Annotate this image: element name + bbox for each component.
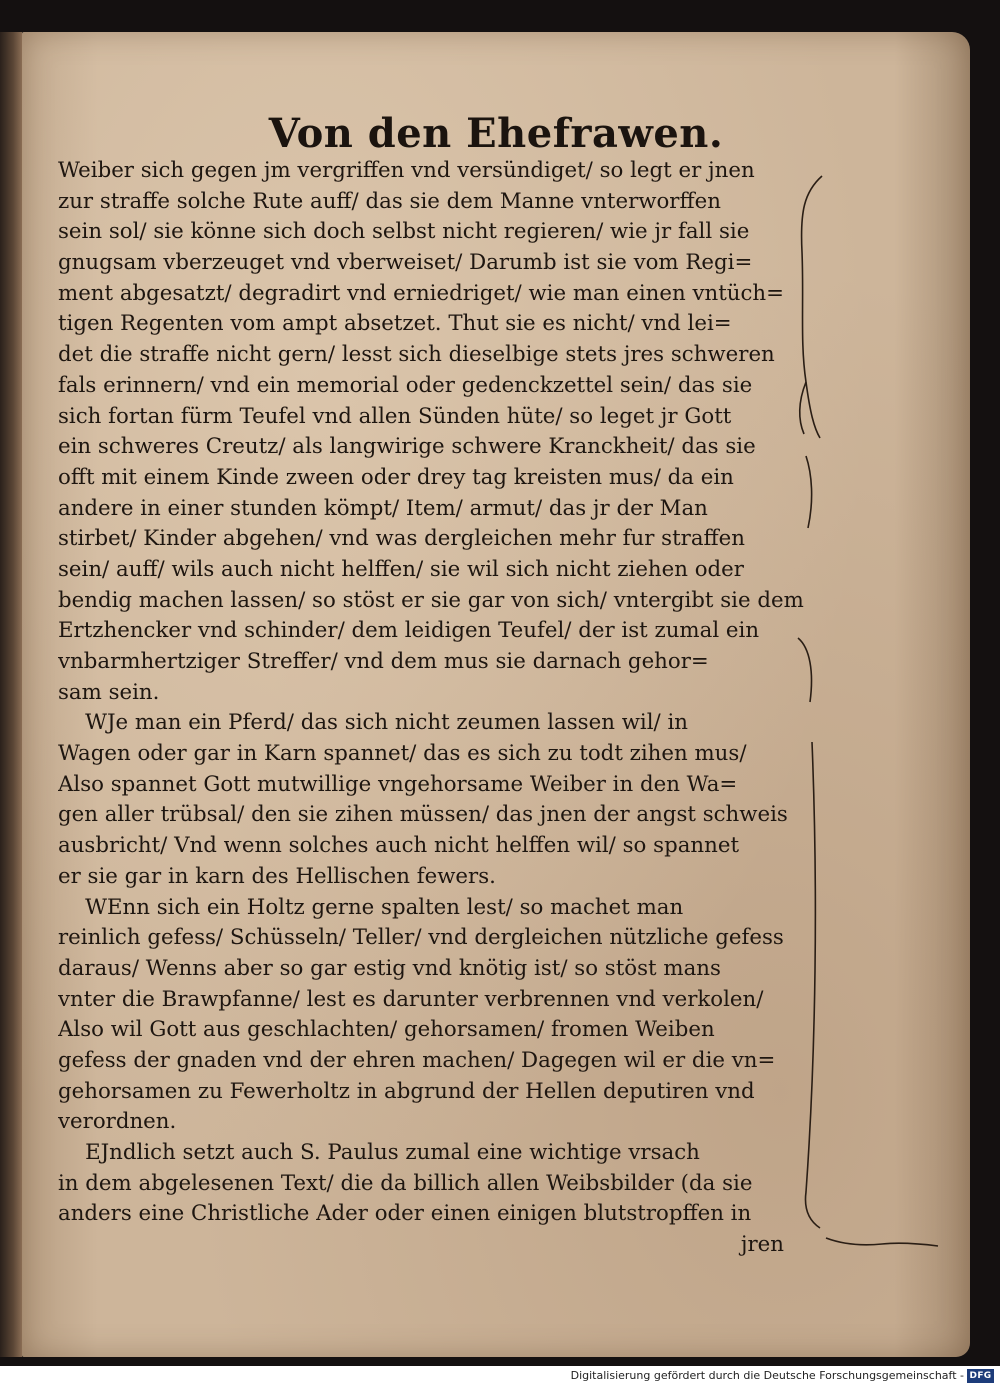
- text-line: reinlich gefess/ Schüsseln/ Teller/ vnd dergleichen nützliche gefess: [58, 925, 784, 951]
- marginal-bracket-middle: [798, 452, 828, 532]
- text-line: sich fortan fürm Teufel vnd allen Sünden hüte/ so leget jr Gott: [58, 403, 732, 429]
- page-body-text: [58, 156, 828, 1261]
- text-line: gen aller trübsal/ den sie zihen müssen/ das jnen der angst schweis: [58, 802, 788, 828]
- text-line: bendig machen lassen/ so stöst er sie gar von sich/ vntergibt sie dem: [58, 587, 804, 613]
- marginal-bracket-lower: [792, 632, 832, 1232]
- text-line: daraus/ Wenns aber so gar estig vnd knötig ist/ so stöst mans: [58, 955, 721, 981]
- text-line: ausbricht/ Vnd wenn solches auch nicht helffen wil/ so spannet: [58, 833, 740, 859]
- text-line: gehorsamen zu Fewerholtz in abgrund der Hellen deputiren vnd: [58, 1078, 755, 1104]
- text-line: in dem abgelesenen Text/ die da billich allen Weibsbilder (da sie: [58, 1170, 753, 1196]
- book-binding-edge: [0, 32, 22, 1357]
- text-line: stirbet/ Kinder abgehen/ vnd was dergleichen mehr fur straffen: [58, 526, 746, 552]
- text-line: andere in einer stunden kömpt/ Item/ armut/ das jr der Man: [58, 495, 708, 521]
- text-line: sam sein.: [58, 679, 160, 705]
- page-header: Von den Ehefrawen.: [268, 110, 724, 157]
- text-line: verordnen.: [58, 1109, 177, 1135]
- text-line: sein sol/ sie könne sich doch selbst nicht regieren/ wie jr fall sie: [58, 219, 750, 245]
- dfg-logo: DFG: [967, 1369, 994, 1383]
- funding-credit: Digitalisierung gefördert durch die Deutsche Forschungsgemeinschaft -: [570, 1369, 964, 1382]
- text-line: ment abgesatzt/ degradirt vnd erniedriget/ wie man einen vntüch=: [58, 280, 784, 306]
- text-line: vnter die Brawpfanne/ lest es darunter verbrennen vnd verkolen/: [58, 986, 764, 1012]
- text-line: er sie gar in karn des Hellischen fewers.: [58, 863, 496, 889]
- marginal-dash-bottom: [822, 1222, 942, 1262]
- text-line: EJndlich setzt auch S. Paulus zumal eine wichtige vrsach: [58, 1140, 700, 1165]
- text-line: Also wil Gott aus geschlachten/ gehorsamen/ fromen Weiben: [58, 1017, 715, 1043]
- text-line: tigen Regenten vom ampt absetzet. Thut sie es nicht/ vnd lei=: [58, 311, 732, 337]
- text-line: Also spannet Gott mutwillige vngehorsame Weiber in den Wa=: [58, 771, 738, 797]
- book-page: [22, 32, 970, 1357]
- text-line: vnbarmhertziger Streffer/ vnd dem mus sie darnach gehor=: [58, 649, 709, 674]
- footer-bar: [0, 1366, 1000, 1387]
- text-line: ein schweres Creutz/ als langwirige schwere Kranckheit/ das sie: [58, 434, 756, 460]
- text-line: zur straffe solche Rute auff/ das sie dem Manne vnterworffen: [58, 188, 721, 214]
- text-line: fals erinnern/ vnd ein memorial oder gedenckzettel sein/ das sie: [58, 372, 753, 398]
- text-line: anders eine Christliche Ader oder einen einigen blutstropffen in: [58, 1201, 752, 1227]
- text-line: sein/ auff/ wils auch nicht helffen/ sie wil sich nicht ziehen oder: [58, 556, 744, 582]
- text-line: Wagen oder gar in Karn spannet/ das es sich zu todt zihen mus/: [58, 741, 747, 767]
- text-line: Ertzhencker vnd schinder/ dem leidigen Teufel/ der ist zumal ein: [58, 618, 760, 644]
- marginal-bracket-upper: [792, 172, 832, 442]
- text-line: offt mit einem Kinde zween oder drey tag kreisten mus/ da ein: [58, 464, 734, 490]
- text-line: gefess der gnaden vnd der ehren machen/ Dagegen wil er die vn=: [58, 1047, 776, 1073]
- text-line: WJe man ein Pferd/ das sich nicht zeumen lassen wil/ in: [58, 710, 689, 736]
- text-line: WEnn sich ein Holtz gerne spalten lest/ so machet man: [58, 894, 684, 920]
- text-line: det die straffe nicht gern/ lesst sich dieselbige stets jres schweren: [58, 342, 775, 368]
- text-line: jren: [740, 1232, 784, 1258]
- text-line: Weiber sich gegen jm vergriffen vnd versündiget/ so legt er jnen: [58, 158, 755, 183]
- text-line: gnugsam vberzeuget vnd vberweiset/ Darumb ist sie vom Regi=: [58, 250, 753, 276]
